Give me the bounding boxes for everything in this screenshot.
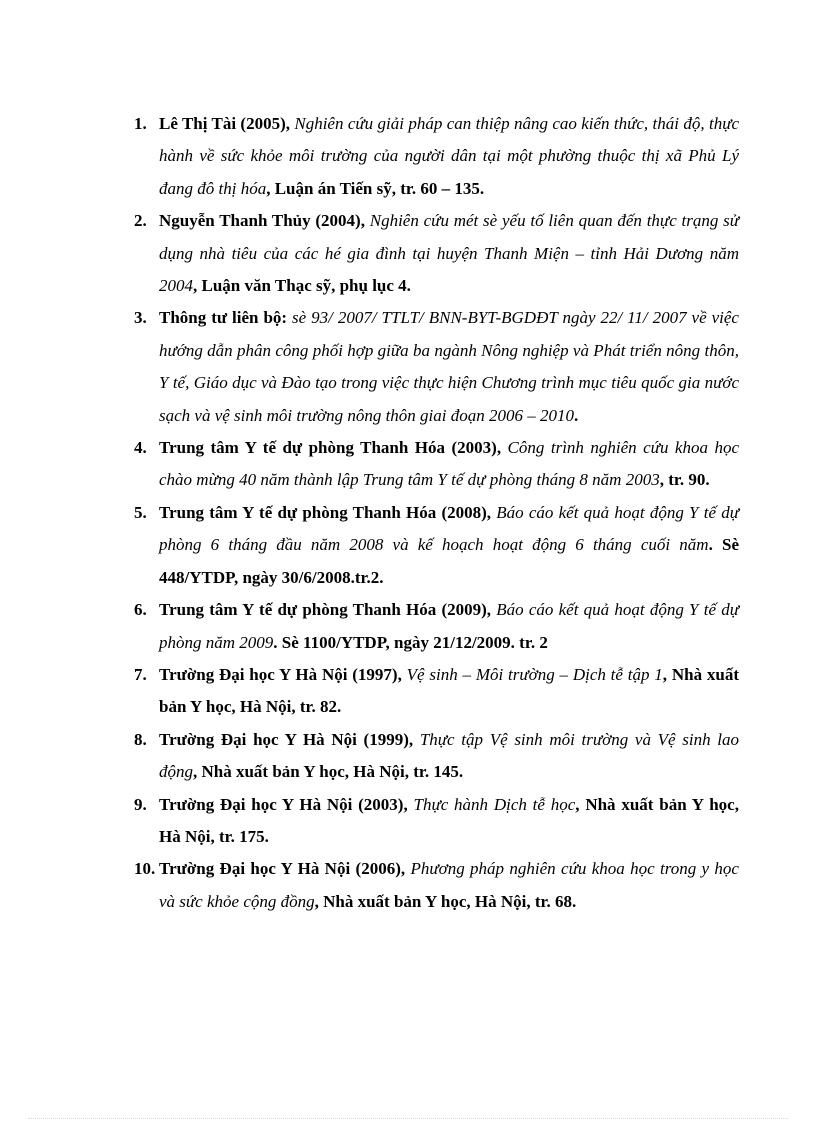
reference-number: 2. (134, 211, 147, 231)
reference-number: 9. (134, 794, 147, 814)
reference-item (134, 594, 739, 659)
reference-title: Công trình nghiên cứu khoa học chào mừng 40 năm thành lập Trung tâm Y tế dự phòng tháng 8 năm 2003 (159, 438, 739, 490)
reference-item (134, 302, 739, 432)
reference-title: Vệ sinh – Môi trường – Dịch tễ tập 1 (406, 664, 663, 684)
reference-author: Trường Đại học Y Hà Nội (2003), (159, 794, 414, 814)
reference-number: 1. (134, 114, 147, 133)
reference-publication: . (574, 405, 579, 425)
reference-author: Trung tâm Y tế dự phòng Thanh Hóa (2003), (159, 438, 508, 458)
reference-author: Trung tâm Y tế dự phòng Thanh Hóa (2009), (159, 600, 497, 620)
reference-author: Trường Đại học Y Hà Nội (2006), (159, 859, 411, 879)
reference-item (134, 432, 739, 497)
reference-number: 5. (134, 502, 147, 522)
reference-title: sè 93/ 2007/ TTLT/ BNN-BYT-BGDĐT ngày 22/ 11/ 2007 về việc hướng dẫn phân công phối hợp giữa ba ngành Nông nghiệp và Phát triển nông thôn, Y tế, Giáo dục và Đào tạo trong việc thực hiện Chương trình mục tiêu quốc gia nước sạch và vệ sinh môi trường nông thôn giai đoạn 2006 – 2010 (159, 308, 739, 425)
reference-item (134, 853, 739, 918)
reference-number: 7. (134, 664, 147, 684)
reference-title: Nghiên cứu mét sè yếu tố liên quan đến thực trạng sử dụng nhà tiêu của các hé gia đình tại huyện Thanh Miện – tỉnh Hải Dương năm 2004 (159, 211, 740, 296)
reference-author: Trường Đại học Y Hà Nội (1997), (159, 664, 407, 684)
reference-number: 3. (134, 308, 147, 328)
reference-number: 4. (134, 438, 147, 458)
reference-number: 6. (134, 600, 147, 620)
page-bottom-divider (28, 1118, 788, 1119)
reference-author: Nguyễn Thanh Thủy (2004), (159, 211, 370, 231)
reference-author: Lê Thị Tài (2005), (159, 114, 295, 133)
reference-item (134, 659, 739, 724)
reference-publication: , Luận án Tiến sỹ, tr. 60 – 135. (266, 178, 485, 198)
reference-item (134, 205, 739, 302)
reference-publication: . Sè 448/YTDP, ngày 30/6/2008.tr.2. (159, 535, 739, 587)
reference-author: Thông tư liên bộ: (159, 308, 293, 328)
reference-number: 8. (134, 729, 147, 749)
reference-publication: . Sè 1100/YTDP, ngày 21/12/2009. tr. 2 (273, 632, 548, 652)
reference-publication: , tr. 90. (659, 470, 710, 490)
reference-publication: , Nhà xuất bản Y học, Hà Nội, tr. 82. (159, 664, 739, 717)
reference-title: Báo cáo kết quả hoạt động Y tế dự phòng 6 tháng đầu năm 2008 và kế hoạch hoạt động 6 tháng cuối năm (159, 502, 739, 555)
reference-number: 10. (134, 859, 156, 879)
reference-publication: , Nhà xuất bản Y học, Hà Nội, tr. 68. (314, 891, 577, 911)
reference-title: Nghiên cứu giải pháp can thiệp nâng cao kiến thức, thái độ, thực hành về sức khỏe môi trường của người dân tại một phường thuộc thị xã Phủ Lý đang đô thị hóa (159, 114, 740, 198)
reference-publication: , Nhà xuất bản Y học, Hà Nội, tr. 145. (193, 762, 464, 782)
reference-title: Báo cáo kết quả hoạt động Y tế dự phòng năm 2009 (159, 600, 739, 652)
reference-title: Thực hành Dịch tễ học (413, 794, 576, 814)
reference-author: Trường Đại học Y Hà Nội (1999), (159, 729, 420, 749)
reference-author: Trung tâm Y tế dự phòng Thanh Hóa (2008), (159, 502, 497, 522)
reference-item (134, 497, 739, 594)
reference-title: Thực tập Vệ sinh môi trường và Vệ sinh lao động (159, 729, 739, 782)
reference-item (134, 724, 739, 789)
reference-list (134, 108, 739, 918)
reference-title: Phương pháp nghiên cứu khoa học trong y học và sức khỏe cộng đồng (159, 859, 739, 911)
reference-publication: , Luận văn Thạc sỹ, phụ lục 4. (193, 276, 411, 296)
reference-item (134, 108, 739, 205)
reference-item (134, 789, 739, 854)
reference-publication: , Nhà xuất bản Y học, Hà Nội, tr. 175. (159, 794, 739, 846)
